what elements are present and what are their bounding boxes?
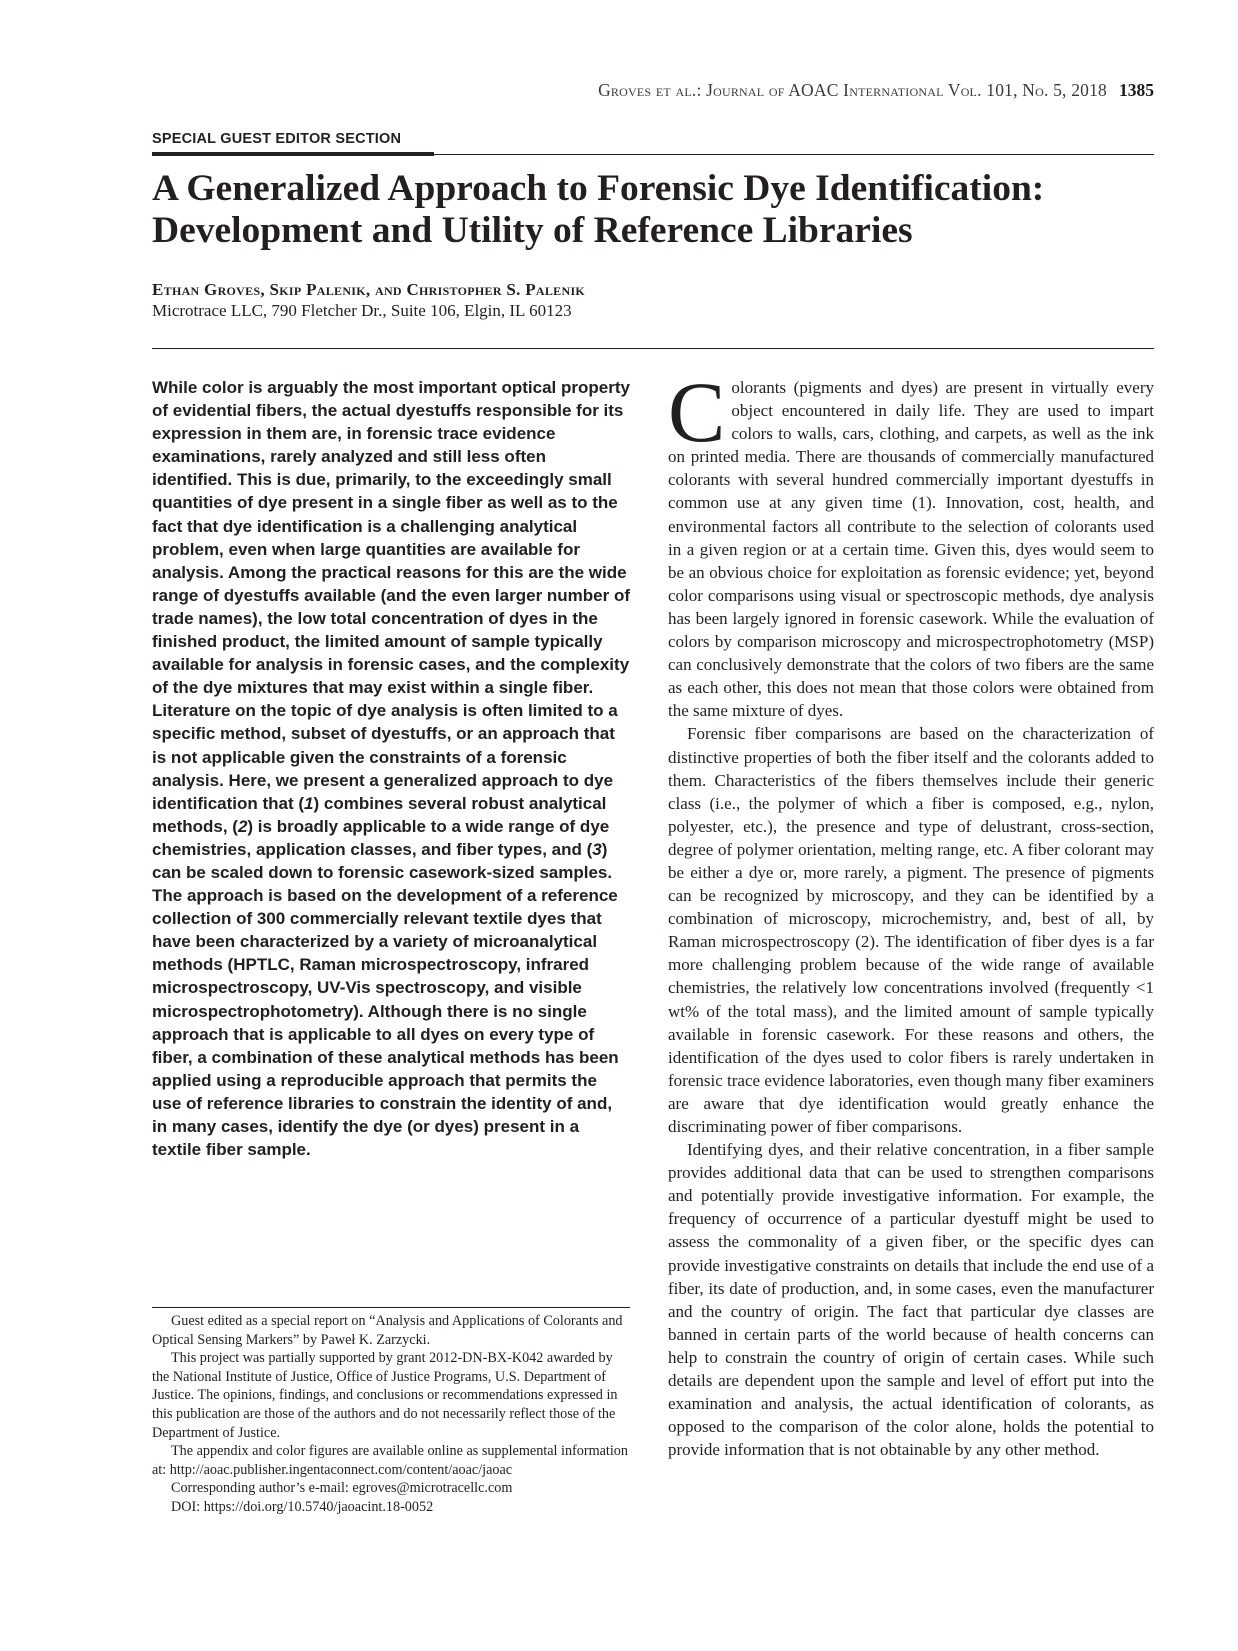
drop-cap: C: [668, 364, 726, 460]
article-title-line-2: Development and Utility of Reference Libraries: [152, 210, 913, 251]
section-rule-thick: [152, 152, 434, 156]
author-divider: [152, 348, 1154, 349]
body-paragraph-3: Identifying dyes, and their relative concentration, in a fiber sample provides additional data that can be used to strengthen comparisons and potentially provide investigative information. For example, the frequency of occurrence of a particular dyestuff might be used to assess the commonality of a given fiber, or the specific dyes can provide investigative constraints on details that include the end use of a fiber, its date of production, and, in some cases, even the manufacturer and the country of origin. The fact that particular dye classes are banned in certain parts of the world because of health concerns can help to constrain the country of origin of certain cases. While such details are dependent upon the sample and level of effort put into the examination and analysis, the actual identification of colorants, as opposed to the comparison of the color alone, holds the potential to provide information that is not obtainable by any other method.: [668, 1140, 1154, 1460]
body-paragraph-1-text: olorants (pigments and dyes) are present in virtually every object encountered in daily life. They are used to impart colors to walls, cars, clothing, and carpets, as well as the ink on printed media. There are thousands of commercially manufactured colorants with several hundred commercially important dyestuffs in common use at any given time (1). Innovation, cost, health, and environmental factors all contribute to the selection of colorants used in a given region or at a certain time. Given this, dyes would seem to be an obvious choice for exploitation as forensic evidence; yet, beyond color comparisons using visual or spectroscopic methods, dye analysis has been largely ignored in forensic casework. While the evaluation of colors by comparison microscopy and microspectrophotometry (MSP) can conclusively demonstrate that the colors of two fibers are the same as each other, this does not mean that those colors were obtained from the same mixture of dyes.: [668, 378, 1154, 721]
article-title-line-1: A Generalized Approach to Forensic Dye Identification:: [152, 168, 1045, 209]
abstract-text-part-3: ) is broadly applicable to a wide range of dye chemistries, application classes, and fiber types, and (: [152, 816, 610, 859]
affiliation: Microtrace LLC, 790 Fletcher Dr., Suite 106, Elgin, IL 60123: [152, 301, 572, 320]
abstract-enum-3: 3: [592, 839, 602, 859]
footnote-email: Corresponding author’s e-mail: egroves@microtracellc.com: [171, 1480, 513, 1497]
section-rule-thin: [434, 154, 1154, 155]
footnote-divider: [152, 1307, 630, 1308]
article-title: [152, 168, 1152, 252]
footnotes: [152, 1312, 630, 1517]
footnote-doi: DOI: https://doi.org/10.5740/jaoacint.18-0052: [171, 1498, 434, 1515]
authors: Ethan Groves, Skip Palenik, and Christopher S. Palenik: [152, 280, 586, 299]
abstract-text-part-4: ) can be scaled down to forensic casework-sized samples. The approach is based on the development of a reference collection of 300 commercially relevant textile dyes that have been characterized by a variety of microanalytical methods (HPTLC, Raman microspectroscopy, infrared microspectroscopy, UV-Vis spectroscopy, and visible microspectrophotometry). Although there is no single approach that is applicable to all dyes on every type of fiber, a combination of these analytical methods has been applied using a reproducible approach that permits the use of reference libraries to constrain the identity of and, in many cases, identify the dye (or dyes) present in a textile fiber sample.: [152, 839, 619, 1160]
abstract-enum-1: 1: [304, 793, 314, 813]
abstract: [152, 376, 630, 1161]
section-label: SPECIAL GUEST EDITOR SECTION: [152, 131, 402, 147]
body-paragraph-2: Forensic fiber comparisons are based on the characterization of distinctive properties of both the fiber itself and the colorants added to them. Characteristics of the fibers themselves include their generic class (i.e., the polymer of which a fiber is composed, e.g., nylon, polyester, etc.), the presence and type of delustrant, cross-section, degree of polymer orientation, melting range, etc. A fiber colorant may be either a dye or, more rarely, a pigment. The presence of pigments can be recognized by microscopy, and they can be identified by a combination of microscopy, microchemistry, and, best of all, by Raman microspectroscopy (2). The identification of fiber dyes is a far more challenging problem because of the wide range of available chemistries, the relatively low concentrations involved (frequently <1 wt% of the total mass), and the limited amount of sample typically available in forensic casework. For these reasons and others, the identification of the dyes used to color fibers is rarely undertaken in forensic trace evidence laboratories, even though many fiber examiners are aware that dye identification would greatly enhance the discriminating power of fiber comparisons.: [668, 724, 1154, 1136]
abstract-text-part-1: While color is arguably the most important optical property of evidential fibers, the actual dyestuffs responsible for its expression in them are, in forensic trace evidence examinations, rarely analyzed and still less often identified. This is due, primarily, to the exceedingly small quantities of dye present in a single fiber as well as to the fact that dye identification is a challenging analytical problem, even when large quantities are available for analysis. Among the practical reasons for this are the wide range of dyestuffs available (and the even larger number of trade names), the low total concentration of dyes in the finished product, the limited amount of sample typically available for analysis in forensic cases, and the complexity of the dye mixtures that may exist within a single fiber. Literature on the topic of dye analysis is often limited to a specific method, subset of dyestuffs, or an approach that is not applicable given the constraints of a forensic analysis. Here, we present a generalized approach to dye identification that (: [152, 378, 631, 813]
page-number: 1385: [1119, 80, 1154, 100]
abstract-enum-2: 2: [237, 816, 248, 836]
body-paragraph-1: [668, 364, 1154, 722]
footnote-funding: This project was partially supported by grant 2012-DN-BX-K042 awarded by the National Institute of Justice, Office of Justice Programs, U.S. Department of Justice. The opinions, findings, and conclusions or recommendations expressed in this publication are those of the authors and do not necessarily reflect those of the Department of Justice.: [152, 1350, 618, 1441]
running-head-citation: Groves et al.: Journal of AOAC International Vol. 101, No. 5, 2018: [598, 80, 1107, 100]
footnote-appendix: The appendix and color figures are available online as supplemental information at: http://aoac.publisher.ingentaconnect.com/content/aoac/jaoac: [152, 1443, 628, 1478]
abstract-text-part-2: ) combines several robust analytical methods, (: [152, 793, 607, 836]
running-head: [598, 80, 1154, 101]
article-body: [668, 364, 1154, 1461]
abstract-paragraph: [152, 376, 630, 1161]
footnote-guest-edited: Guest edited as a special report on “Analysis and Applications of Colorants and Optical Sensing Markers” by Paweł K. Zarzycki.: [152, 1313, 623, 1348]
